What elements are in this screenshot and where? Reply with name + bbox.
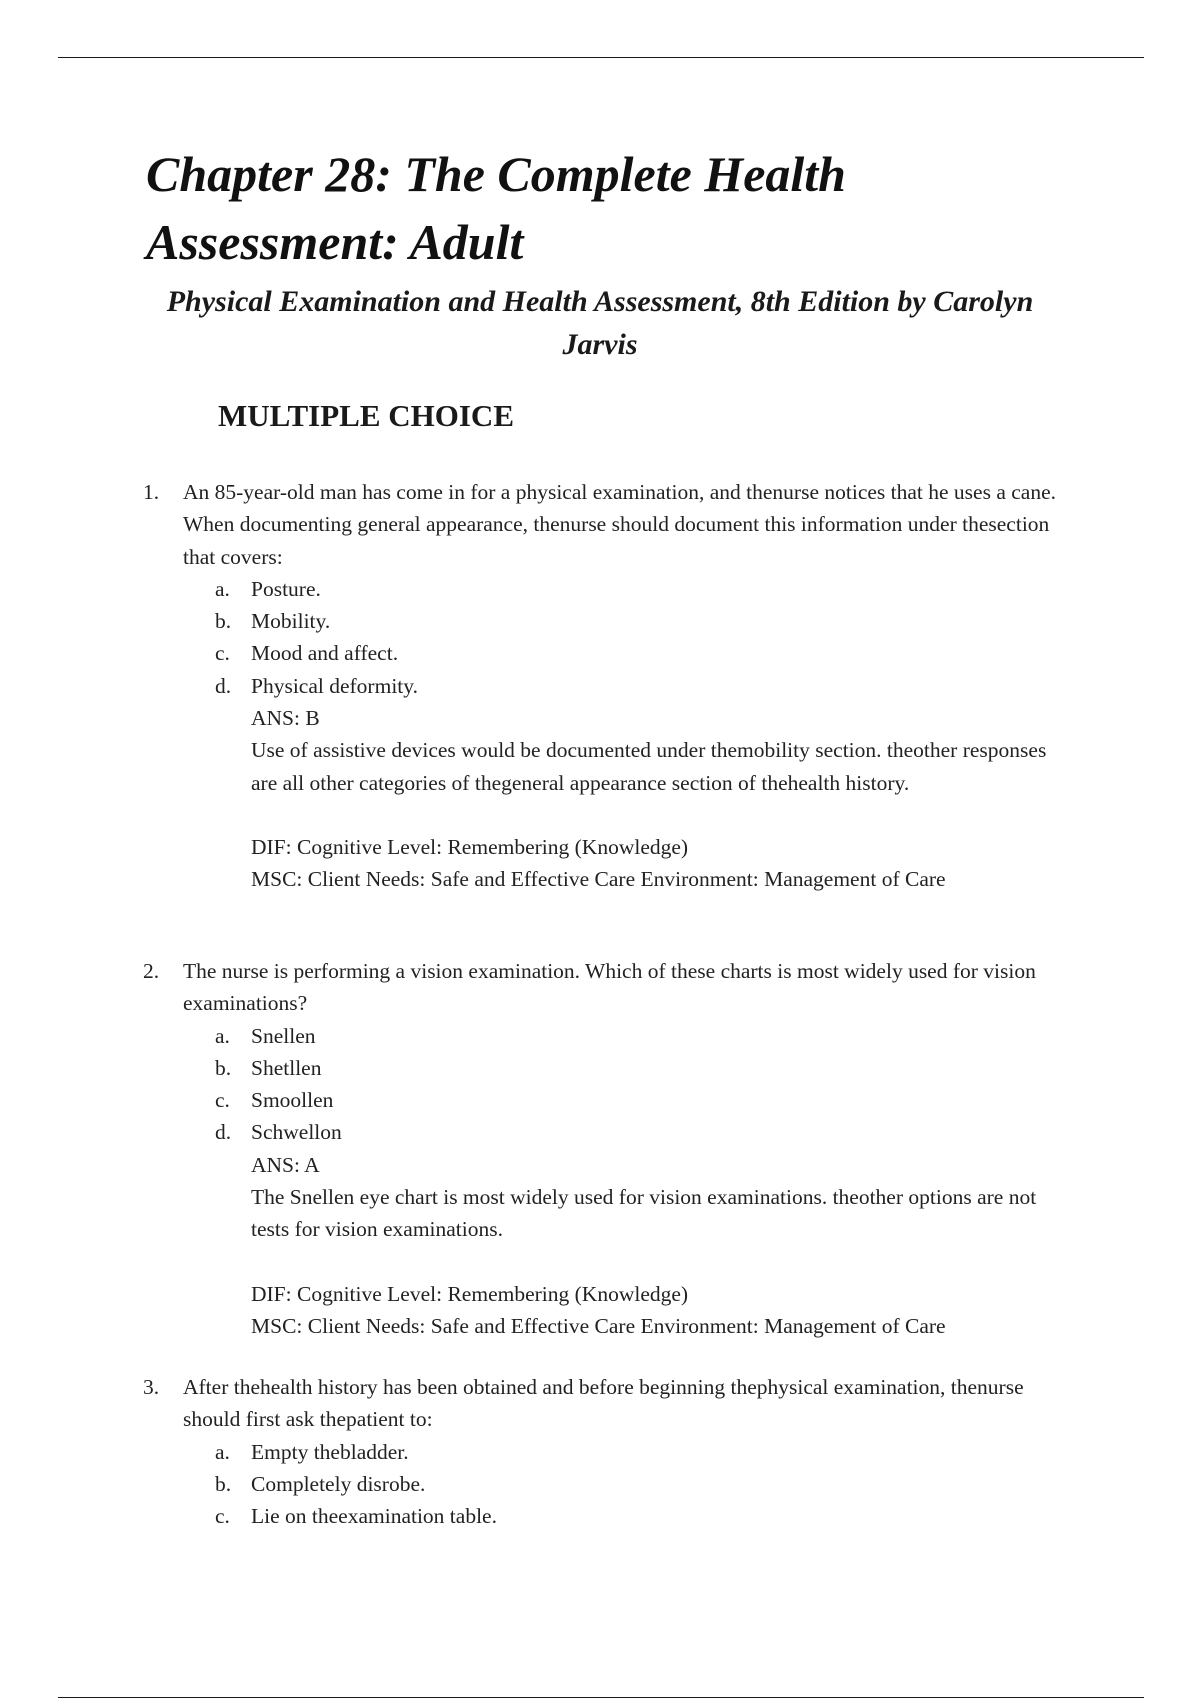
question-stem: An 85-year-old man has come in for a physical examination, and thenurse notices that he uses a cane. When documenting general appearance, thenurse should document this information under thesection that covers: (183, 480, 1057, 569)
answer-block (251, 1149, 1073, 1342)
option-a (215, 573, 1073, 605)
answer-block (251, 702, 1073, 895)
client-needs: MSC: Client Needs: Safe and Effective Care Environment: Management of Care (251, 867, 946, 892)
option-text: Mobility. (251, 609, 331, 634)
question-number: 2. (143, 959, 160, 983)
difficulty-level: DIF: Cognitive Level: Remembering (Knowledge) (251, 1281, 689, 1306)
option-a (215, 1436, 1073, 1468)
option-d (215, 670, 1073, 702)
option-text: Empty thebladder. (251, 1439, 409, 1464)
book-subtitle: Physical Examination and Health Assessment, 8th Edition by Carolyn Jarvis (166, 285, 1034, 361)
option-d (215, 1116, 1073, 1148)
rationale: The Snellen eye chart is most widely used for vision examinations. theother options are not tests for vision examinations. (251, 1185, 1037, 1242)
option-text: Smoollen (251, 1088, 334, 1113)
question-2 (143, 955, 1073, 1342)
client-needs: MSC: Client Needs: Safe and Effective Care Environment: Management of Care (251, 1313, 946, 1338)
option-letter: a. (215, 1023, 230, 1048)
spacer (251, 1246, 1073, 1278)
option-letter: c. (215, 641, 230, 666)
question-stem: The nurse is performing a vision examination. Which of these charts is most widely used for vision examinations? (183, 959, 1036, 1016)
option-letter: b. (215, 609, 232, 634)
chapter-title: Chapter 28: The Complete Health Assessment: Adult (146, 146, 846, 270)
option-text: Posture. (251, 576, 321, 601)
question-1 (143, 476, 1073, 896)
answer-options (215, 1020, 1073, 1149)
option-c (215, 1084, 1073, 1116)
option-text: Mood and affect. (251, 641, 399, 666)
question-number: 3. (143, 1375, 160, 1399)
option-text: Lie on theexamination table. (251, 1504, 497, 1529)
question-stem: After thehealth history has been obtained and before beginning thephysical examination, thenurse should first ask thepatient to: (183, 1375, 1024, 1432)
option-b (215, 605, 1073, 637)
option-letter: d. (215, 673, 232, 698)
option-a (215, 1020, 1073, 1052)
bottom-rule (58, 1697, 1144, 1698)
option-c (215, 637, 1073, 669)
spacer (251, 799, 1073, 831)
option-text: Completely disrobe. (251, 1471, 426, 1496)
option-letter: a. (215, 1439, 230, 1464)
option-b (215, 1468, 1073, 1500)
option-c (215, 1500, 1073, 1532)
answer-key: ANS: A (251, 1152, 320, 1177)
answer-key: ANS: B (251, 706, 320, 731)
option-text: Snellen (251, 1023, 316, 1048)
section-heading: MULTIPLE CHOICE (218, 398, 514, 433)
question-3 (143, 1371, 1073, 1532)
top-rule (58, 57, 1144, 58)
question-number: 1. (143, 480, 160, 504)
option-letter: c. (215, 1088, 230, 1113)
option-letter: b. (215, 1055, 232, 1080)
difficulty-level: DIF: Cognitive Level: Remembering (Knowledge) (251, 834, 689, 859)
rationale: Use of assistive devices would be documented under themobility section. theother responses are all other categories of thegeneral appearance section of thehealth history. (251, 738, 1047, 795)
option-text: Physical deformity. (251, 673, 418, 698)
option-text: Shetllen (251, 1055, 322, 1080)
option-letter: b. (215, 1471, 232, 1496)
option-letter: d. (215, 1120, 232, 1145)
option-letter: a. (215, 576, 230, 601)
answer-options (215, 1436, 1073, 1533)
option-letter: c. (215, 1504, 230, 1529)
option-b (215, 1052, 1073, 1084)
option-text: Schwellon (251, 1120, 342, 1145)
answer-options (215, 573, 1073, 702)
